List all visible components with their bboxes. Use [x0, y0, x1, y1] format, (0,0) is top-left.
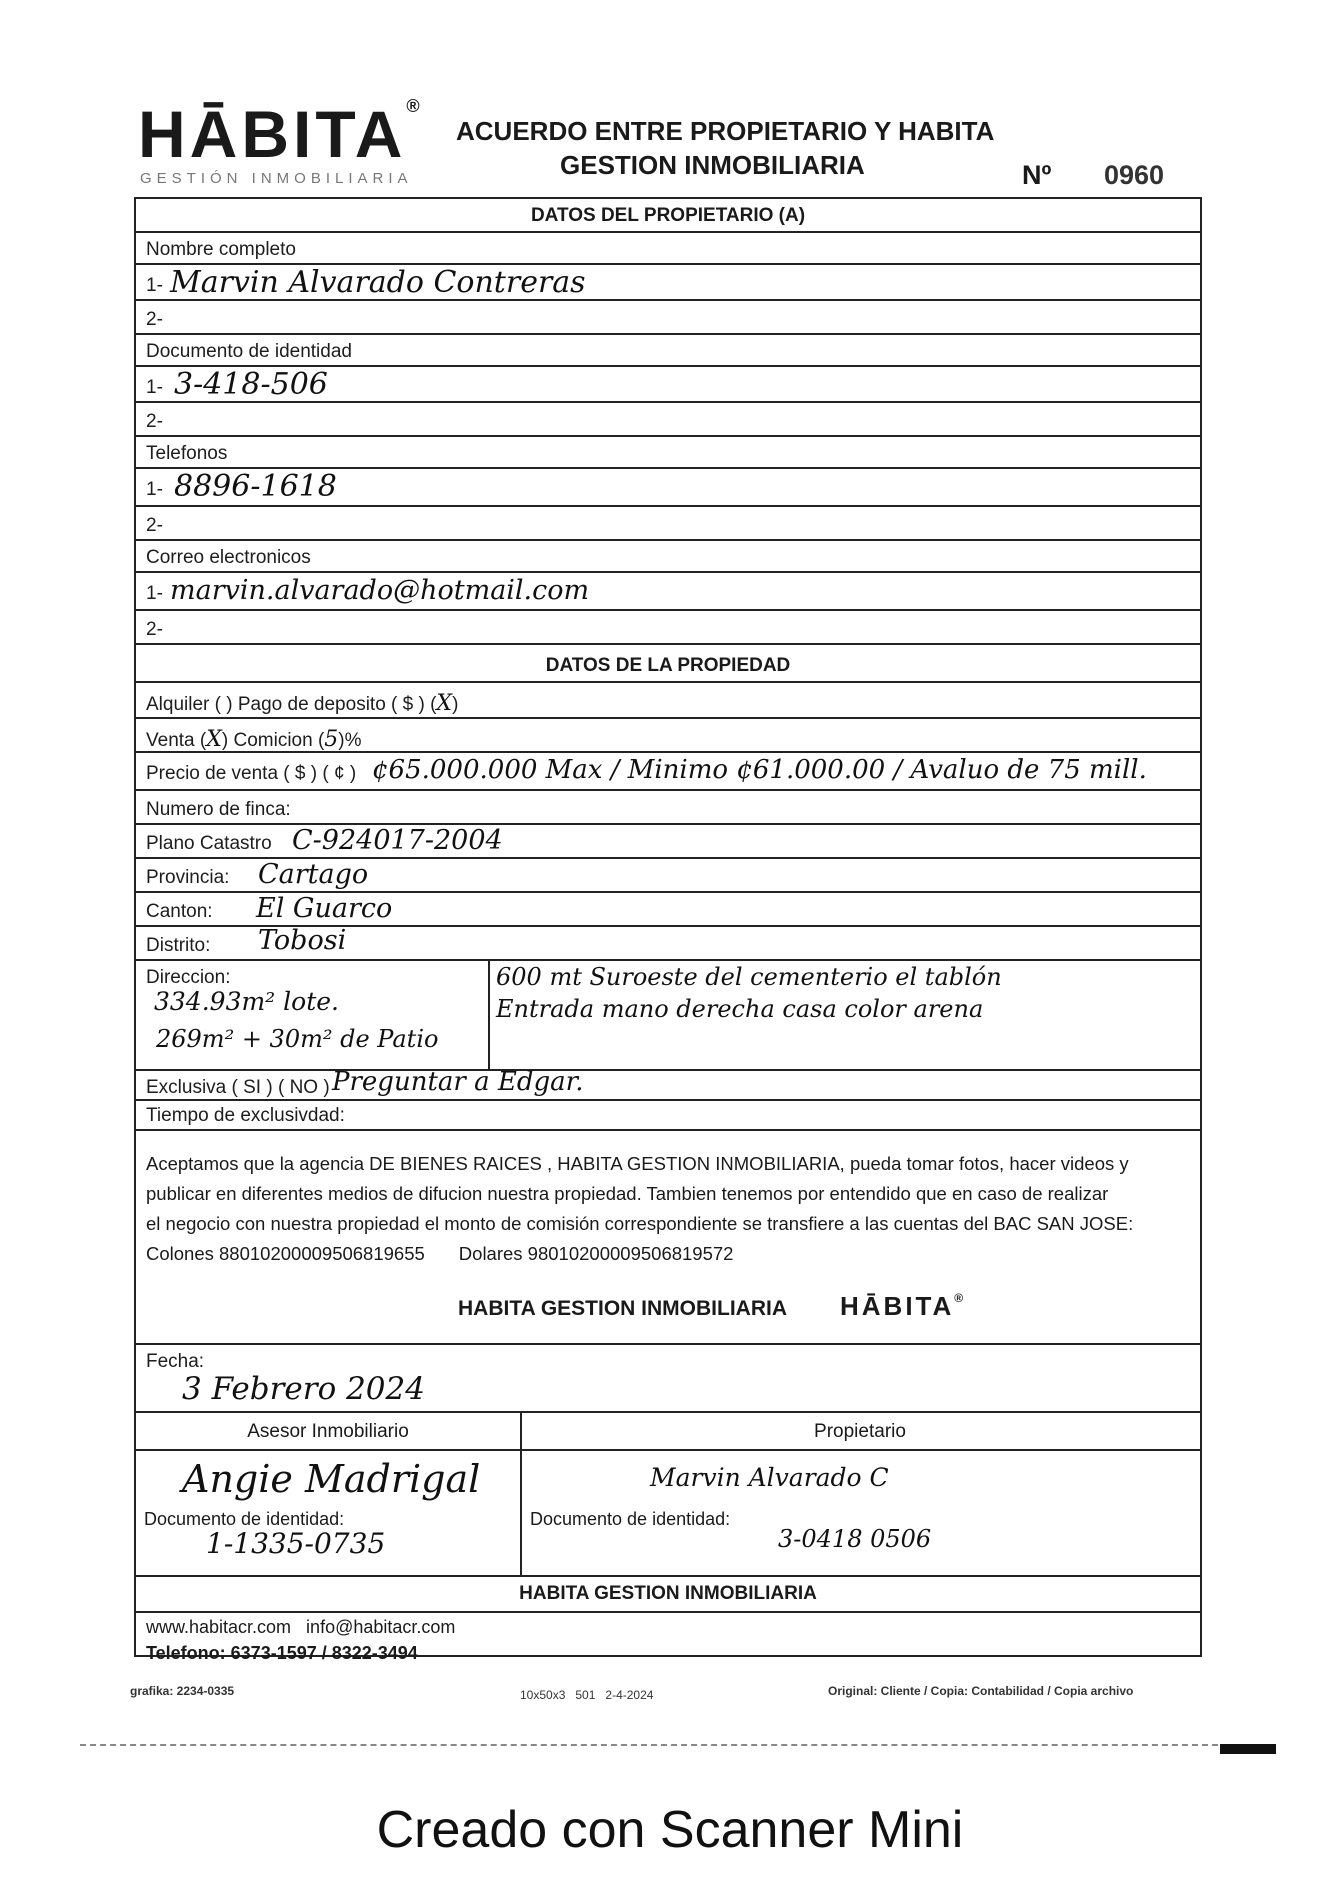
id-1-prefix: 1-	[146, 377, 163, 398]
propietario-id: 3-0418 0506	[778, 1525, 932, 1553]
propietario-signature: Marvin Alvarado C	[650, 1463, 889, 1492]
asesor-id: 1-1335-0735	[206, 1527, 386, 1560]
propietario-id-label: Documento de identidad:	[530, 1509, 731, 1529]
colones-account: Colones 88010200009506819655	[146, 1243, 425, 1264]
scan-edge-mark	[1220, 1744, 1276, 1754]
direccion-line-1: 600 mt Suroeste del cementerio el tablón	[496, 963, 1002, 991]
email-label: Correo electronicos	[146, 547, 311, 568]
name-2-prefix: 2-	[146, 309, 163, 330]
company-phone: Telefono: 6373-1597 / 8322-3494	[146, 1643, 418, 1663]
logo-reg: ®	[406, 96, 420, 116]
finca-label: Numero de finca:	[146, 799, 291, 820]
provincia-label: Provincia:	[146, 867, 230, 888]
name-label: Nombre completo	[146, 239, 296, 260]
doc-number-label: Nº	[1022, 160, 1052, 190]
agreement-block	[136, 1131, 1200, 1345]
logo-subtitle: GESTIÓN INMOBILIARIA	[140, 170, 413, 187]
habita-logo	[138, 96, 420, 172]
plano-label: Plano Catastro	[146, 833, 272, 854]
fecha-value: 3 Febrero 2024	[182, 1371, 425, 1407]
scanner-footer: Creado con Scanner Mini	[376, 1801, 964, 1859]
asesor-label: Asesor Inmobiliario	[247, 1421, 409, 1442]
sale-label-a: Venta (	[146, 730, 207, 751]
dolares-account: Dolares 98010200009506819572	[458, 1243, 734, 1264]
propietario-label: Propietario	[814, 1421, 906, 1442]
direccion-line-2: Entrada mano derecha casa color arena	[496, 995, 984, 1023]
property-section-title: DATOS DE LA PROPIEDAD	[545, 655, 791, 676]
price-value: ¢65.000.000 Max / Minimo ¢61.000.00 / Avaluo de 75 mill.	[372, 755, 1147, 785]
price-label: Precio de venta ( $ ) ( ¢ )	[146, 763, 357, 784]
page-edge	[80, 1744, 1228, 1746]
phone-1-value: 8896-1618	[174, 469, 337, 504]
company-web: www.habitacr.com info@habitacr.com	[146, 1617, 456, 1637]
area-lote: 334.93m² lote.	[154, 987, 339, 1016]
rent-mark: X	[436, 691, 453, 716]
agreement-line-2: publicar en diferentes medios de difucion nuestra propiedad. Tambien tenemos por entendido que en caso de realizar	[146, 1183, 1109, 1204]
logo-text: HĀBITA	[138, 97, 407, 171]
print-info: 10x50x3 501 2-4-2024	[520, 1688, 654, 1702]
phone-label: Telefonos	[146, 443, 228, 464]
agreement-logo-reg: ®	[954, 1291, 964, 1305]
phone-2-prefix: 2-	[146, 515, 163, 536]
copies-info: Original: Cliente / Copia: Contabilidad / Copia archivo	[828, 1684, 1134, 1698]
owner-section-header	[136, 199, 1200, 233]
email-2-prefix: 2-	[146, 619, 163, 640]
agreement-form	[134, 197, 1202, 1663]
canton-value: El Guarco	[256, 893, 393, 924]
company-name: HABITA GESTION INMOBILIARIA	[136, 1583, 1200, 1613]
phone-1-prefix: 1-	[146, 479, 163, 500]
asesor-signature: Angie Madrigal	[182, 1457, 481, 1501]
exclusiva-value: Preguntar a Edgar.	[332, 1067, 584, 1097]
sale-label-c: )%	[338, 730, 362, 751]
id-1-value: 3-418-506	[174, 367, 328, 402]
rent-label: Alquiler ( ) Pago de deposito ( $ ) (	[146, 694, 437, 715]
commission-value: 5	[324, 727, 339, 752]
direccion-label: Direccion:	[146, 967, 231, 988]
id-2-prefix: 2-	[146, 411, 163, 432]
exclusiva-label: Exclusiva ( SI ) ( NO )	[146, 1077, 330, 1098]
sale-label-b: ) Comicion (	[221, 730, 325, 751]
direccion-row	[136, 961, 1200, 1071]
distrito-label: Distrito:	[146, 935, 211, 956]
email-1-value: marvin.alvarado@hotmail.com	[170, 575, 590, 606]
provincia-value: Cartago	[258, 859, 369, 890]
asesor-id-label: Documento de identidad:	[144, 1509, 345, 1529]
doc-number: 0960	[1104, 160, 1165, 190]
plano-value: C-924017-2004	[292, 825, 503, 856]
agreement-company: HABITA GESTION INMOBILIARIA	[458, 1297, 787, 1320]
agreement-line-1: Aceptamos que la agencia DE BIENES RAICES , HABITA GESTION INMOBILIARIA, pueda tomar fotos, hacer videos y	[146, 1153, 1129, 1174]
doc-title-1: ACUERDO ENTRE PROPIETARIO Y HABITA	[456, 116, 995, 146]
agreement-logo-text: HĀBITA	[840, 1291, 955, 1321]
owner-section-title: DATOS DEL PROPIETARIO (A)	[530, 205, 806, 226]
email-1-prefix: 1-	[146, 583, 163, 604]
name-1-value: Marvin Alvarado Contreras	[170, 265, 586, 300]
sale-mark: X	[206, 727, 222, 752]
fecha-label: Fecha:	[146, 1351, 205, 1372]
canton-label: Canton:	[146, 901, 213, 922]
agreement-line-3: el negocio con nuestra propiedad el monto de comisión correspondiente se transfiere a las cuentas del BAC SAN JOSE:	[146, 1213, 1134, 1234]
rent-close: )	[452, 694, 459, 715]
area-construccion: 269m² + 30m² de Patio	[156, 1025, 439, 1053]
agreement-logo	[840, 1291, 963, 1322]
name-1-prefix: 1-	[146, 275, 163, 296]
tiempo-label: Tiempo de exclusivdad:	[146, 1105, 345, 1126]
agreement-text	[146, 1149, 1133, 1269]
sale-row	[146, 727, 362, 752]
property-section-header	[136, 645, 1200, 683]
doc-title-2: GESTION INMOBILIARIA	[560, 150, 865, 180]
grafika-info: grafika: 2234-0335	[130, 1684, 235, 1698]
id-label: Documento de identidad	[146, 341, 352, 362]
distrito-value: Tobosi	[258, 925, 347, 956]
rent-row	[146, 691, 458, 716]
